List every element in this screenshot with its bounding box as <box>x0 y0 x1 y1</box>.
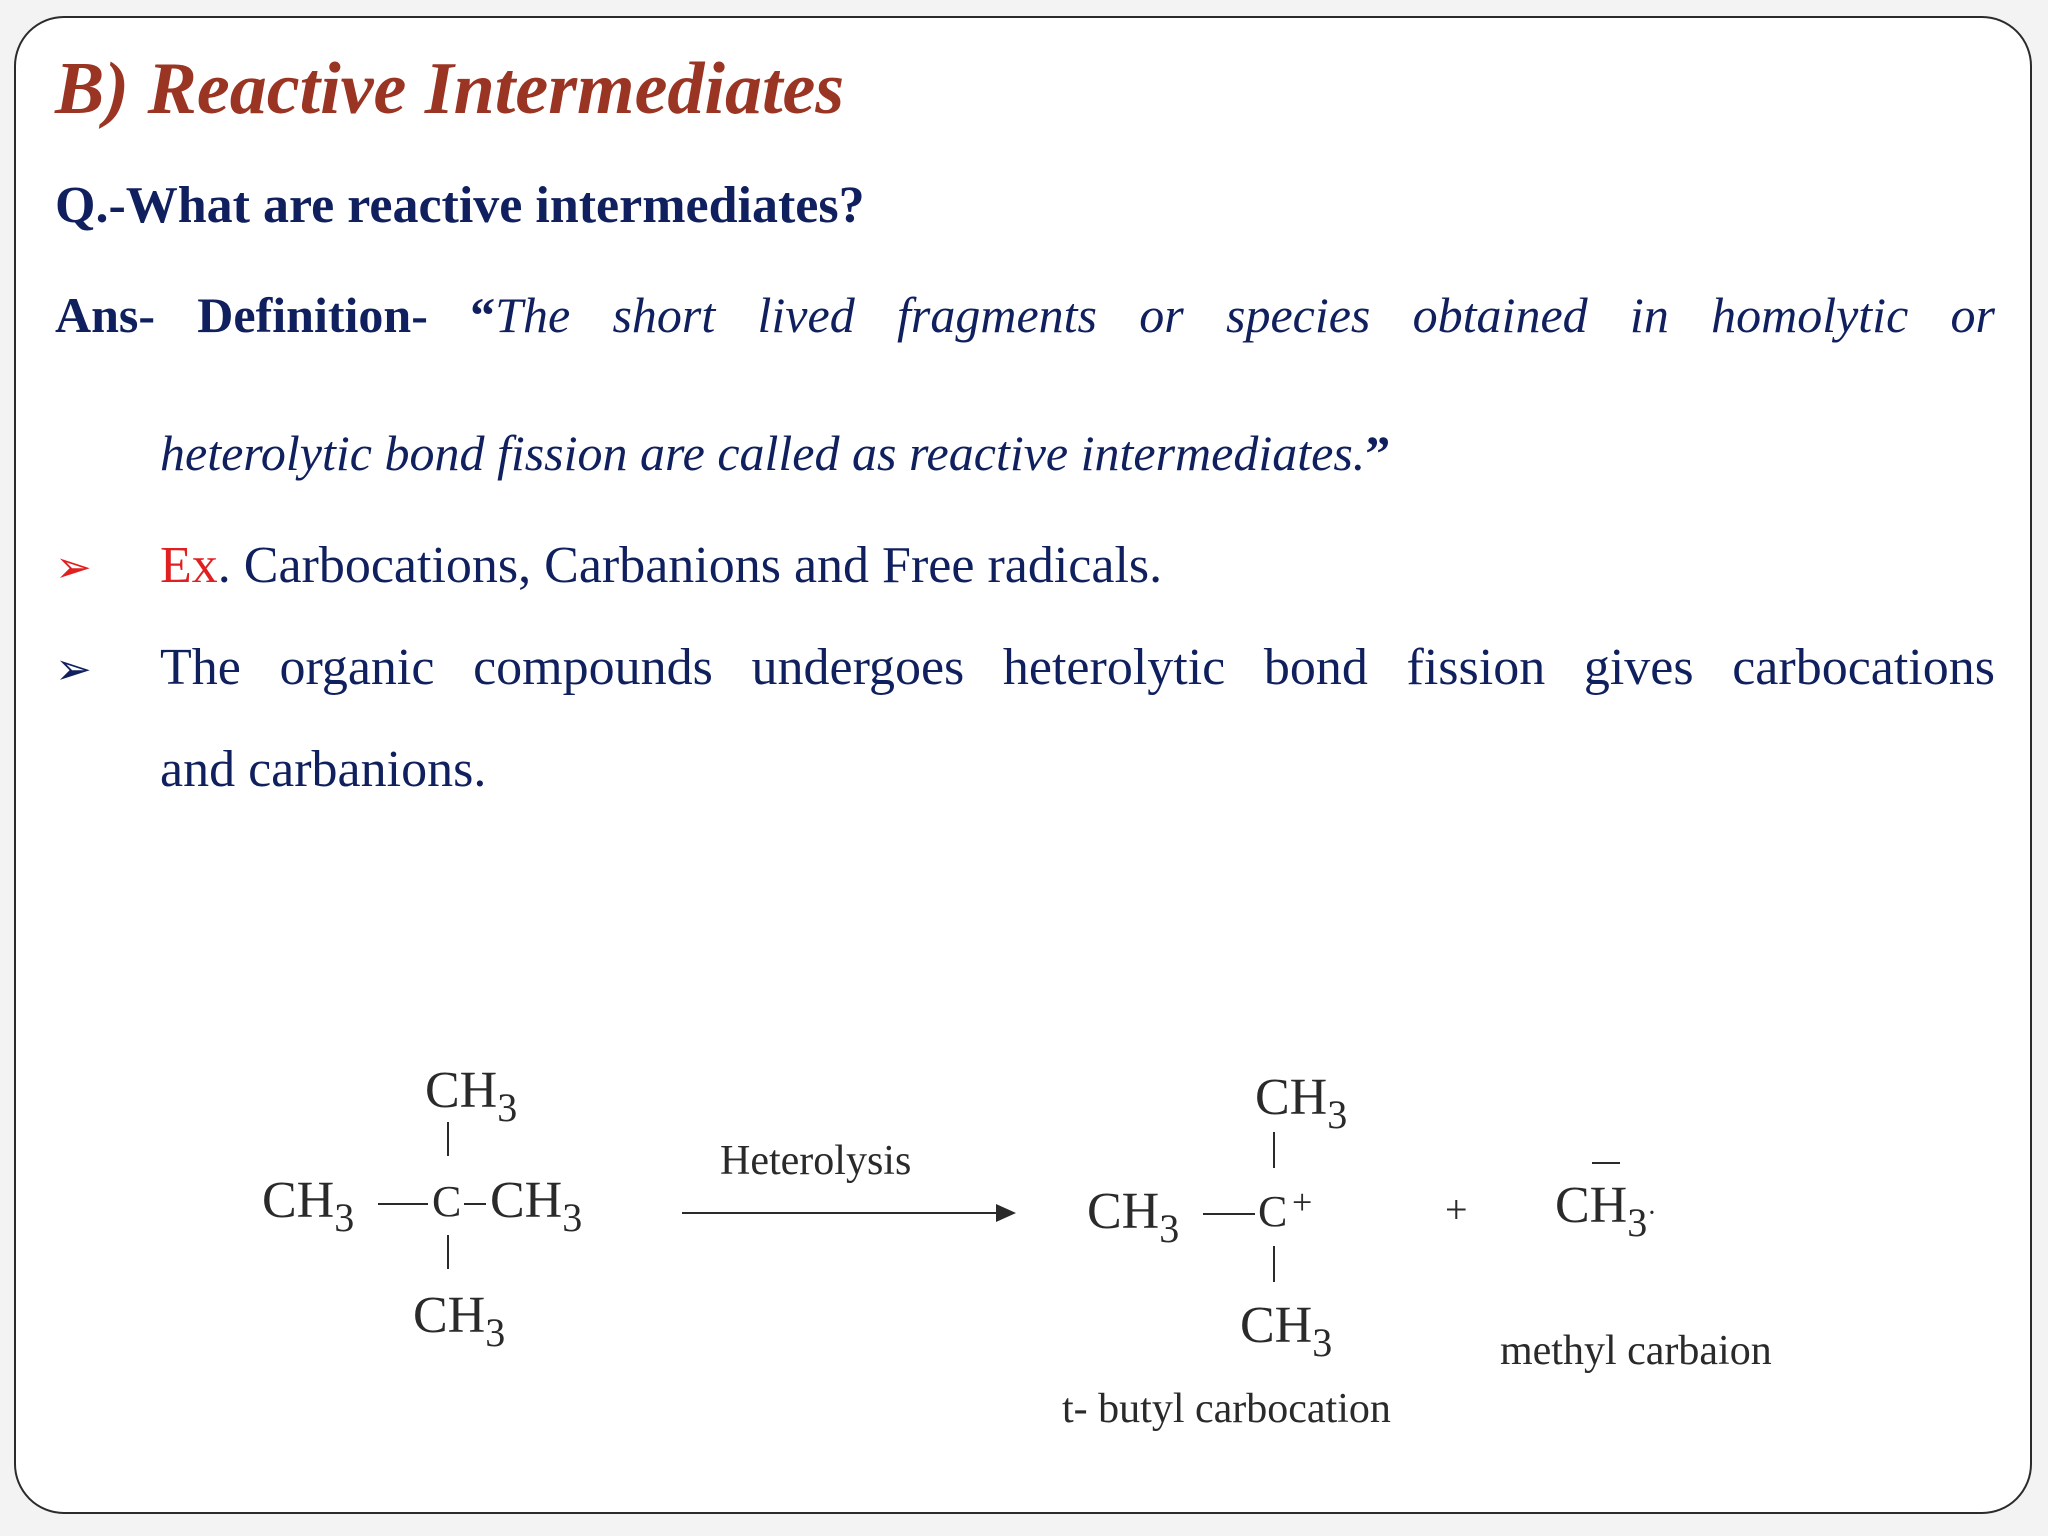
positive-charge: + <box>1292 1182 1313 1222</box>
definition-line-1: The short lived fragments or species obtained in homolytic or <box>495 287 1996 343</box>
carbocation-label: t- butyl carbocation <box>1062 1386 1391 1432</box>
carbanion-label: methyl carbaion <box>1500 1328 1772 1374</box>
bond-line <box>1273 1132 1275 1168</box>
question: Q.-What are reactive intermediates? <box>55 177 865 234</box>
open-quote: “ <box>470 287 496 343</box>
bond-line <box>464 1203 486 1205</box>
close-quote: ” <box>1365 425 1391 481</box>
bond-line <box>447 1235 449 1269</box>
bullet-1-text <box>160 537 1163 594</box>
product-top-methyl: $CH_3$ <box>1255 1069 1348 1137</box>
bullet-2-line-2: and carbanions. <box>160 741 487 798</box>
answer-line-1 <box>55 287 1996 343</box>
plus-sign: + <box>1445 1187 1468 1232</box>
reactant-left-methyl: $CH_3$ <box>262 1172 355 1240</box>
arrow-bullet-icon: ➢ <box>55 543 92 592</box>
product-bottom-methyl: $CH_3$ <box>1240 1297 1333 1365</box>
ex-label: Ex <box>160 537 218 594</box>
reactant-top-methyl: $CH_3$ <box>425 1062 518 1130</box>
answer-line-2 <box>160 425 1391 481</box>
slide-title: B) Reactive Intermediates <box>55 48 845 130</box>
reactant-right-methyl: $CH_3$ <box>490 1172 583 1240</box>
product-central-carbon: C <box>1258 1187 1288 1236</box>
arrow-label: Heterolysis <box>720 1138 912 1184</box>
product-left-methyl: $CH_3$ <box>1087 1183 1180 1251</box>
bond-line <box>1203 1213 1255 1215</box>
reaction-arrow <box>682 1212 1002 1214</box>
arrow-head-icon <box>996 1202 1018 1224</box>
definition-line-2: heterolytic bond fission are called as reactive intermediates. <box>160 425 1366 481</box>
reactant-central-carbon: C <box>432 1177 462 1226</box>
bullet-1-body: . Carbocations, Carbanions and Free radicals. <box>217 537 1163 594</box>
bond-line <box>447 1122 449 1156</box>
bond-line <box>1273 1246 1275 1282</box>
negative-charge-bar <box>1592 1162 1620 1164</box>
arrow-bullet-icon: ➢ <box>55 645 92 694</box>
answer-prefix: Ans- Definition- <box>55 287 428 343</box>
bullet-2-line-1: The organic compounds undergoes heterolytic bond fission gives carbocations <box>160 639 1995 696</box>
reactant-bottom-methyl: $CH_3$ <box>413 1287 506 1355</box>
methyl-group: $CH_3\cdot$ <box>1555 1177 1657 1245</box>
bond-line <box>378 1203 428 1205</box>
